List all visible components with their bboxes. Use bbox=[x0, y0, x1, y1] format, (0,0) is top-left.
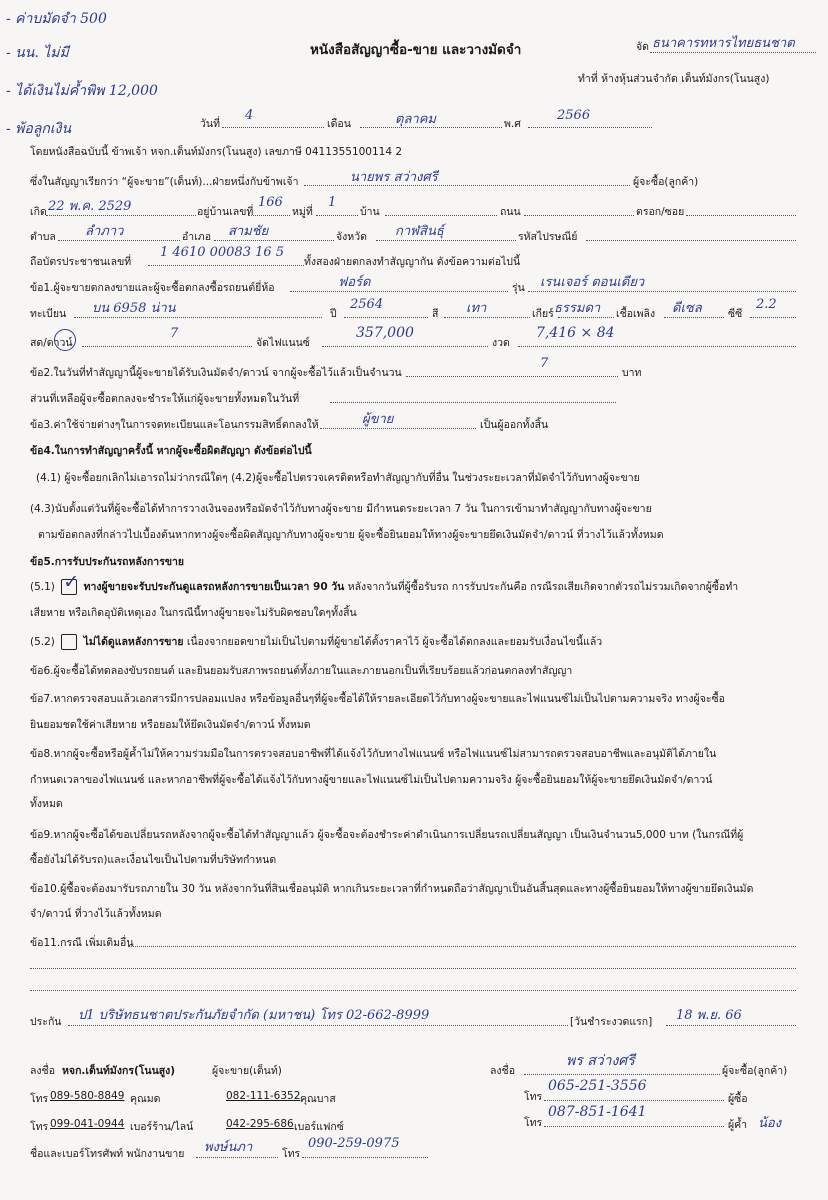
id-card-number: 1 4610 00083 16 5 bbox=[160, 245, 285, 260]
note-weight: - นน. ไม่มี bbox=[6, 45, 69, 61]
warranty-90-checkbox[interactable] bbox=[61, 571, 80, 595]
moo-number: 1 bbox=[328, 195, 337, 210]
house-number: 166 bbox=[258, 195, 283, 210]
note-money: - ได้เงินไม่ค้ำพิพ 12,000 bbox=[6, 83, 158, 99]
party-intro: โดยหนังสือฉบับนี้ ข้าพเจ้า หจก.เต็นท์มังกร(โนนสูง) เลขภาษี 0411355100114 2 bbox=[30, 146, 403, 158]
installments: 7,416 × 84 bbox=[536, 325, 615, 341]
salesperson-name: พงษ์นภา bbox=[204, 1140, 253, 1155]
first-payment-date: 18 พ.ย. 66 bbox=[676, 1008, 742, 1023]
shop-phone-3[interactable]: 099-041-0944 bbox=[50, 1118, 125, 1130]
deposit-amount: 7 bbox=[540, 356, 549, 371]
note-child: - พ้อลูกเงิน bbox=[6, 121, 72, 137]
note-deposit: - ค่าบมัดจำ 500 bbox=[6, 11, 107, 27]
car-color: เทา bbox=[466, 301, 487, 316]
finance-amount: 357,000 bbox=[356, 325, 414, 341]
month-value: ตุลาคม bbox=[395, 112, 436, 127]
down-payment: 7 bbox=[170, 326, 179, 341]
bank-name: ธนาคารทหารไทยธนชาต bbox=[652, 36, 795, 51]
day-value: 4 bbox=[245, 108, 254, 123]
shop-fax[interactable]: 042-295-686 bbox=[226, 1118, 294, 1130]
year-value: 2566 bbox=[557, 108, 591, 123]
guarantor-note: น้อง bbox=[758, 1116, 782, 1131]
buyer-phone: 065-251-3556 bbox=[548, 1078, 647, 1094]
car-model: เรนเจอร์ ตอนเดียว bbox=[540, 275, 645, 290]
amphoe-value: สามชัย bbox=[228, 224, 269, 239]
birth-date: 22 พ.ค. 2529 bbox=[48, 199, 132, 214]
document-title: หนังสือสัญญาซื้อ-ขาย และวางมัดจำ bbox=[310, 42, 522, 58]
checkmark-icon: ✓ bbox=[63, 571, 80, 593]
car-cc: 2.2 bbox=[756, 297, 777, 312]
buyer-name: นายพร สว่างศรี bbox=[350, 170, 438, 185]
province-value: กาฬสินธุ์ bbox=[395, 224, 444, 239]
guarantor-phone: 087-851-1641 bbox=[548, 1104, 647, 1120]
place-label: ทำที่ ห้างหุ้นส่วนจำกัด เต็นท์มังกร(โนนสูง) bbox=[578, 73, 770, 85]
plate-number: บน 6958 น่าน bbox=[92, 301, 176, 316]
no-warranty-option[interactable]: (5.2) ไม่ได้ดูแลหลังการขาย เนื่องจากยอดขายไม่เป็นไปตามที่ผู้ขายได้ตั้งราคาไว้ ผู้จะซื้อได้ตกลงและยอมรับเงื่อนไขนี้แล้ว bbox=[30, 636, 603, 648]
shop-phone-2[interactable]: 082-111-6352 bbox=[226, 1090, 301, 1102]
car-year: 2564 bbox=[350, 297, 384, 312]
warranty-90-option[interactable]: (5.1) ✓ ทางผู้ขายจะรับประกันดูแลรถหลังการขายเป็นเวลา 90 วัน หลังจากวันที่ผู้ซื้อรับรถ การรับประกันคือ กรณีรถเสียเกิดจากตัวรถไม่รวมเกิดจากผู้ซื้อทำ bbox=[30, 571, 739, 593]
car-gear: ธรรมดา bbox=[554, 301, 601, 316]
contract-page: - ค่าบมัดจำ 500 - นน. ไม่มี - ได้เงินไม่ค้ำพิพ 12,000 - พ้อลูกเงิน หนังสือสัญญาซื้อ-ขาย และวางมัดจำ จัด ธนาคารทหารไทยธนชาต ทำที่ ห้างหุ้นส่วนจำกัด เต็นท์มังกร(โนนสูง) วันที่ 4 เดือน ตุลาคม พ.ศ 2566 โดยหนังสือฉบับนี้ ข้าพเจ้า หจก.เต็นท์มังกร(โนนสูง) เลขภาษี 0411355100114 2 ซึ่งในสัญญาเรียกว่า “ผู้จะขาย”(เต็นท์)...ฝ่ายหนึ่งกับข้าพเจ้า นายพร สว่างศรี ผู้จะซื้อ(ลูกค้า) เกิด 22 พ.ค. 2529 อยู่บ้านเลขที่ 166 หมู่ที่ 1 บ้าน ถนน ตรอก/ซอย ตำบล ลำภาว อำเภอ สามชัย จังหวัด กาฬสินธุ์ รหัสไปรษณีย์ ถือบัตรประชาชนเลขที่ 1 4610 00083 16 5 ทั้งสองฝ่ายตกลงทำสัญญากัน ดังข้อความต่อไปนี้ ข้อ1.ผู้จะขายตกลงขายและผู้จะซื้อตกลงซื้อรถยนต์ยี่ห้อ ฟอร์ด รุ่น เรนเจอร์ ตอนเดียว ทะเบียน บน 6958 น่าน ปี 2564 สี เทา เกียร์ ธรรมดา เชื้อเพลิง ดีเซล ซีซี 2.2 สด/ดาวน์ 7 จัดไฟแนนซ์ 357,000 งวด 7,416 × 84 ข้อ2.ในวันที่ทำสัญญานี้ผู้จะขายได้รับเงินมัดจำ/ดาวน์ จากผู้จะซื้อไว้แล้วเป็นจำนวน 7 บาท ส่วนที่เหลือผู้จะซื้อตกลงจะชำระให้แก่ผู้จะขายทั้งหมดในวันที่ ข้อ3.ค่าใช้จ่ายต่างๆในการจดทะเบียนและโอนกรรมสิทธิ์ตกลงให้ ผู้ขาย เป็นผู้ออกทั้งสิ้น ข้อ4.ในการทำสัญญาครั้งนี้ หากผู้จะซื้อผิดสัญญา ดังข้อต่อไปนี้ (4.1) ผู้จะซื้อยกเลิกไม่เอารถไม่ว่ากรณีใดๆ (4.2)ผู้จะซื้อไปตรวจเครดิตหรือทำสัญญากับที่อื่น ในช่วงระยะเวลาที่มัดจำไว้กับทางผู้จะขาย (4.3)นับตั้งแต่วันที่ผู้จะซื้อได้ทำการวางเงินจองหรือมัดจำไว้กับทางผู้จะขาย มีกำหนดระยะเวลา 7 วัน ในการเข้ามาทำสัญญากับทางผู้จะขาย ตามข้อตกลงที่กล่าวไปเบื้องต้นหากทางผู้จะซื้อผิดสัญญากับทางผู้จะขาย ผู้จะซื้อยินยอมให้ทางผู้จะขายยึดเงินมัดจำ/ดาวน์ ที่วางไว้แล้วทั้งหมด ข้อ5.การรับประกันรถหลังการขาย (5.1) ✓ ทางผู้ขายจะรับประกันดูแลรถหลังการขายเป็นเวลา 90 วัน หลังจากวันที่ผู้ซื้อรับรถ การรับประกันคือ กรณีรถเสียเกิดจากตัวรถไม่รวมเกิดจากผู้ซื้อทำ เสียหาย หรือเกิดอุบัติเหตุเอง ในกรณีนี้ทางผู้ขายจะไม่รับผิดชอบใดๆทั้งสิ้น (5.2) ไม่ได้ดูแลหลังการขาย เนื่องจากยอดขายไม่เป็นไปตามที่ผู้ขายได้ตั้งราคาไว้ ผู้จะซื้อได้ตกลงและยอมรับเงื่อนไขนี้แล้ว ข้อ6.ผู้จะซื้อได้ทดลองขับรถยนต์ และยินยอมรับสภาพรถยนต์ทั้งภายในและภายนอกเป็นที่เรียบร้อยแล้วก่อนตกลงทำสัญญา ข้อ7.หากตรวจสอบแล้วเอกสารมีการปลอมแปลง หรือข้อมูลอื่นๆที่ผู้จะซื้อได้ให้รายละเอียดไว้กับทางผู้จะขายและไฟแนนซ์ไม่เป็นไปตามความจริง ทางผู้จะซื้อ ยินยอมชดใช้ค่าเสียหาย หรือยอมให้ยึดเงินมัดจำ/ดาวน์ ทั้งหมด ข้อ8.หากผู้จะซื้อหรือผู้ค้ำไม่ให้ความร่วมมือในการตรวจสอบอาชีพที่ได้แจ้งไว้กับทางไฟแนนซ์ หรือไฟแนนซ์ไม่สามารถตรวจสอบอาชีพและอนุมัติได้ภายใน กำหนดเวลาของไฟแนนซ์ และหากอาชีพที่ผู้จะซื้อได้แจ้งไว้กับทางผู้ขายและไฟแนนซ์ไม่เป็นไปตามความจริง ผู้จะซื้อยินยอมให้ผู้จะขายยึดเงินมัดจำ/ดาวน์ ทั้งหมด ข้อ9.หากผู้จะซื้อได้ขอเปลี่ยนรถหลังจากผู้จะซื้อได้ทำสัญญาแล้ว ผู้จะซื้อจะต้องชำระค่าดำเนินการเปลี่ยนรถเปลี่ยนสัญญา เป็นเงินจำนวน5,000 บาท (ในกรณีที่ผู้ ซื้อยังไม่ได้รับรถ)และเงื่อนไขเป็นไปตามที่บริษัทกำหนด ข้อ10.ผู้ซื้อจะต้องมารับรถภายใน 30 วัน หลังจากวันที่สินเชื่ออนุมัติ หากเกินระยะเวลาที่กำหนดถือว่าสัญญาเป็นอันสิ้นสุดและทางผู้ซื้อยินยอมให้ทางผู้ขายยึดเงินมัด จำ/ดาวน์ ที่วางไว้แล้วทั้งหมด ข้อ11.กรณี เพิ่มเติมอื่น ประกัน ป1 บริษัทธนชาตประกันภัยจำกัด (มหาชน) โทร 02-662-8999 [วันชำระงวดแรก] 18 พ.ย. 66 ลงชื่อ หจก.เต็นท์มังกร(โนนสูง) ผู้จะขาย(เต็นท์) ลงชื่อ พร สว่างศรี ผู้จะซื้อ(ลูกค้า) โทร 089-580-8849 คุณมด 082-111-6352 คุณบาส โทร 099-041-0944 เบอร์ร้าน/ไลน์ 042-295-686 เบอร์แฟกซ์ โทร 065-251-3556 ผู้ซื้อ โทร 087-851-1641 ผู้ค้ำ น้อง ชื่อและเบอร์โทรศัพท์ พนักงานขาย พงษ์นภา โทร 090-259-0975 bbox=[0, 0, 828, 1200]
tambon-value: ลำภาว bbox=[85, 224, 124, 239]
transfer-payer: ผู้ขาย bbox=[362, 412, 394, 427]
no-warranty-checkbox[interactable] bbox=[61, 634, 77, 650]
at-label: จัด bbox=[636, 41, 649, 53]
car-fuel: ดีเซล bbox=[672, 301, 702, 316]
car-brand: ฟอร์ด bbox=[338, 275, 371, 290]
salesperson-phone: 090-259-0975 bbox=[308, 1136, 400, 1151]
insurance-company: ป1 บริษัทธนชาตประกันภัยจำกัด (มหาชน) โทร 02-662-8999 bbox=[78, 1008, 430, 1023]
buyer-signature: พร สว่างศรี bbox=[566, 1053, 635, 1069]
seller-name: หจก.เต็นท์มังกร(โนนสูง) bbox=[62, 1065, 176, 1077]
shop-phone-1[interactable]: 089-580-8849 bbox=[50, 1090, 125, 1102]
